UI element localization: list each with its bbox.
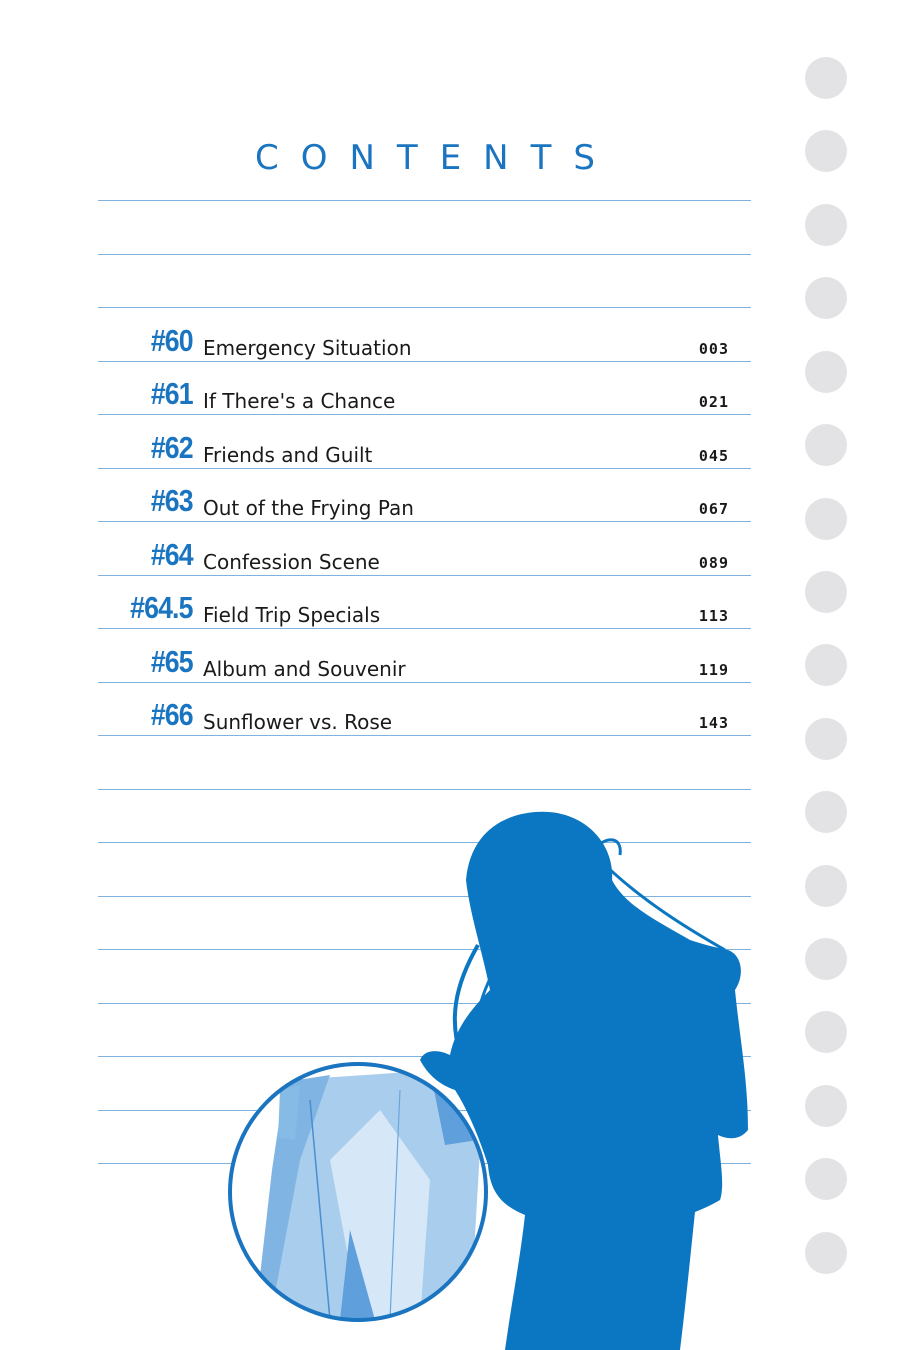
toc-entry[interactable] [98,695,751,735]
toc-entry[interactable] [98,588,751,628]
chapter-number: #64 [151,537,193,572]
page-title: CONTENTS [255,138,617,178]
chapter-page: 143 [698,714,729,732]
chapter-title: Friends and Guilt [203,443,373,467]
chapter-number: #64.5 [130,590,193,625]
chapter-number: #65 [151,644,193,679]
silhouette-shape [420,812,748,1350]
chapter-title: Emergency Situation [203,336,412,360]
toc-entry[interactable] [98,321,751,361]
chapter-title: Confession Scene [203,550,380,574]
chapter-title: Sunflower vs. Rose [203,710,393,734]
toc-entry[interactable] [98,642,751,682]
toc-entry[interactable] [98,374,751,414]
chapter-title: Album and Souvenir [203,657,406,681]
chapter-page: 003 [698,340,729,358]
chapter-page: 119 [698,661,729,679]
chapter-number: #60 [151,323,193,358]
chapter-page: 021 [698,393,729,411]
chapter-page: 113 [698,607,729,625]
chapter-title: Out of the Frying Pan [203,496,414,520]
chapter-number: #62 [151,430,193,465]
toc-entry[interactable] [98,481,751,521]
chapter-number: #66 [151,697,193,732]
chapter-number: #63 [151,483,193,518]
toc-entry[interactable] [98,535,751,575]
chapter-page: 067 [698,500,729,518]
chapter-page: 089 [698,554,729,572]
chapter-title: Field Trip Specials [203,603,381,627]
toc-entry[interactable] [98,428,751,468]
chapter-page: 045 [698,447,729,465]
chapter-title: If There's a Chance [203,389,396,413]
chapter-number: #61 [151,376,193,411]
